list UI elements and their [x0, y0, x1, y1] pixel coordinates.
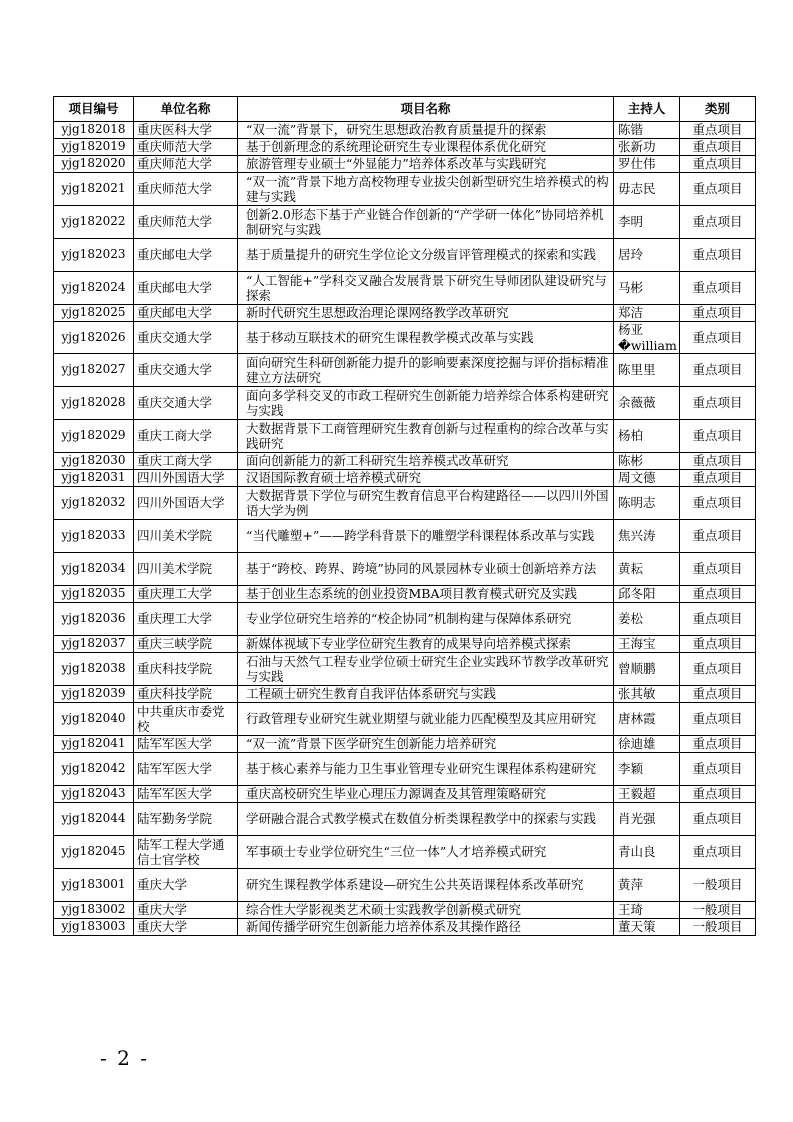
cell-unit-name: 重庆师范大学 [134, 139, 238, 156]
table-row [54, 919, 756, 936]
table-row [54, 553, 756, 586]
cell-project-code: yjg182024 [54, 272, 134, 305]
cell-unit-name: 中共重庆市委党校 [134, 703, 238, 736]
cell-host: 王海宝 [614, 636, 680, 653]
cell-category: 一般项目 [680, 902, 756, 919]
table-row [54, 139, 756, 156]
cell-category: 重点项目 [680, 803, 756, 836]
cell-category: 重点项目 [680, 156, 756, 173]
cell-host: 郑洁 [614, 305, 680, 322]
table-row [54, 239, 756, 272]
cell-category: 重点项目 [680, 387, 756, 420]
cell-project-code: yjg182045 [54, 836, 134, 869]
cell-host: 黄耘 [614, 553, 680, 586]
table-row [54, 470, 756, 487]
table-row [54, 420, 756, 453]
cell-project-code: yjg182022 [54, 206, 134, 239]
cell-project-code: yjg182025 [54, 305, 134, 322]
cell-category: 重点项目 [680, 753, 756, 786]
cell-host: 唐林霞 [614, 703, 680, 736]
cell-category: 重点项目 [680, 736, 756, 753]
cell-project-name: 学研融合混合式教学模式在数值分析类课程教学中的探索与实践 [238, 803, 614, 836]
cell-project-code: yjg182032 [54, 487, 134, 520]
table-row [54, 603, 756, 636]
cell-category: 重点项目 [680, 487, 756, 520]
cell-project-code: yjg182031 [54, 470, 134, 487]
cell-unit-name: 重庆工商大学 [134, 420, 238, 453]
cell-host: 毋志民 [614, 173, 680, 206]
table-header-row [54, 97, 756, 122]
page-number: - 2 - [100, 1046, 149, 1070]
cell-unit-name: 陆军军医大学 [134, 753, 238, 786]
cell-project-name: 基于创新理念的系统理论研究生专业课程体系优化研究 [238, 139, 614, 156]
cell-host: 董天策 [614, 919, 680, 936]
cell-host: 李颖 [614, 753, 680, 786]
table-row [54, 206, 756, 239]
cell-project-name: 大数据背景下学位与研究生教育信息平台构建路径——以四川外国语大学为例 [238, 487, 614, 520]
cell-unit-name: 重庆大学 [134, 919, 238, 936]
cell-project-name: 面向多学科交叉的市政工程研究生创新能力培养综合体系构建研究与实践 [238, 387, 614, 420]
cell-category: 一般项目 [680, 869, 756, 902]
cell-category: 重点项目 [680, 586, 756, 603]
cell-host: 陈彬 [614, 453, 680, 470]
table-row [54, 272, 756, 305]
cell-unit-name: 重庆邮电大学 [134, 305, 238, 322]
cell-category: 一般项目 [680, 919, 756, 936]
cell-unit-name: 重庆交通大学 [134, 387, 238, 420]
cell-project-name: 新闻传播学研究生创新能力培养体系及其操作路径 [238, 919, 614, 936]
cell-host: 姜松 [614, 603, 680, 636]
cell-unit-name: 重庆师范大学 [134, 206, 238, 239]
cell-project-code: yjg182019 [54, 139, 134, 156]
cell-project-name: “当代雕塑+”——跨学科背景下的雕塑学科课程体系改革与实践 [238, 520, 614, 553]
table-row [54, 586, 756, 603]
cell-project-code: yjg182041 [54, 736, 134, 753]
cell-category: 重点项目 [680, 686, 756, 703]
cell-project-name: “双一流”背景下医学研究生创新能力培养研究 [238, 736, 614, 753]
table-row [54, 803, 756, 836]
cell-project-name: 旅游管理专业硕士“外显能力”培养体系改革与实践研究 [238, 156, 614, 173]
cell-host: 陈里里 [614, 354, 680, 387]
cell-host: 徐迪雄 [614, 736, 680, 753]
cell-project-name: “双一流”背景下地方高校物理专业拔尖创新型研究生培养模式的构建与实践 [238, 173, 614, 206]
cell-category: 重点项目 [680, 272, 756, 305]
table-row [54, 736, 756, 753]
cell-project-code: yjg182030 [54, 453, 134, 470]
cell-category: 重点项目 [680, 122, 756, 139]
cell-host: 张其敏 [614, 686, 680, 703]
cell-category: 重点项目 [680, 703, 756, 736]
cell-host: 张新功 [614, 139, 680, 156]
cell-unit-name: 重庆邮电大学 [134, 272, 238, 305]
cell-project-code: yjg182036 [54, 603, 134, 636]
cell-project-name: 创新2.0形态下基于产业链合作创新的“产学研一体化”协同培养机制研究与实践 [238, 206, 614, 239]
cell-host: 邱冬阳 [614, 586, 680, 603]
cell-unit-name: 四川外国语大学 [134, 487, 238, 520]
cell-category: 重点项目 [680, 836, 756, 869]
cell-category: 重点项目 [680, 139, 756, 156]
cell-project-name: 新媒体视域下专业学位研究生教育的成果导向培养模式探索 [238, 636, 614, 653]
cell-host: 陈锴 [614, 122, 680, 139]
cell-category: 重点项目 [680, 173, 756, 206]
cell-project-name: 基于“跨校、跨界、跨境”协同的风景园林专业硕士创新培养方法 [238, 553, 614, 586]
cell-project-code: yjg182021 [54, 173, 134, 206]
cell-project-code: yjg182023 [54, 239, 134, 272]
cell-category: 重点项目 [680, 553, 756, 586]
cell-project-name: 石油与天然气工程专业学位硕士研究生企业实践环节教学改革研究与实践 [238, 653, 614, 686]
cell-project-name: 工程硕士研究生教育自我评估体系研究与实践 [238, 686, 614, 703]
cell-project-code: yjg182029 [54, 420, 134, 453]
project-table-container [53, 96, 755, 936]
table-row [54, 354, 756, 387]
cell-project-code: yjg182037 [54, 636, 134, 653]
cell-host: 余薇薇 [614, 387, 680, 420]
cell-host: 周文德 [614, 470, 680, 487]
cell-host: 王琦 [614, 902, 680, 919]
cell-host: 杨亚�william [614, 322, 680, 354]
cell-category: 重点项目 [680, 520, 756, 553]
table-row [54, 305, 756, 322]
cell-project-code: yjg182018 [54, 122, 134, 139]
project-table [53, 96, 756, 936]
cell-project-name: 行政管理专业研究生就业期望与就业能力匹配模型及其应用研究 [238, 703, 614, 736]
cell-unit-name: 重庆交通大学 [134, 322, 238, 354]
cell-host: 青山良 [614, 836, 680, 869]
cell-unit-name: 重庆邮电大学 [134, 239, 238, 272]
cell-category: 重点项目 [680, 322, 756, 354]
table-row [54, 653, 756, 686]
cell-category: 重点项目 [680, 420, 756, 453]
cell-host: 焦兴涛 [614, 520, 680, 553]
cell-project-name: “双一流”背景下，研究生思想政治教育质量提升的探索 [238, 122, 614, 139]
cell-unit-name: 陆军工程大学通信士官学校 [134, 836, 238, 869]
table-row [54, 902, 756, 919]
cell-project-code: yjg183002 [54, 902, 134, 919]
cell-unit-name: 重庆工商大学 [134, 453, 238, 470]
table-row [54, 703, 756, 736]
cell-host: 马彬 [614, 272, 680, 305]
cell-project-name: 重庆高校研究生毕业心理压力源调查及其管理策略研究 [238, 786, 614, 803]
cell-unit-name: 重庆理工大学 [134, 586, 238, 603]
cell-project-code: yjg182038 [54, 653, 134, 686]
cell-host: 陈明志 [614, 487, 680, 520]
table-row [54, 122, 756, 139]
cell-project-code: yjg182027 [54, 354, 134, 387]
header-unit-name: 单位名称 [134, 97, 238, 122]
cell-project-name: 军事硕士专业学位研究生“三位一体”人才培养模式研究 [238, 836, 614, 869]
cell-category: 重点项目 [680, 239, 756, 272]
cell-project-code: yjg182034 [54, 553, 134, 586]
cell-project-code: yjg182020 [54, 156, 134, 173]
cell-unit-name: 重庆大学 [134, 869, 238, 902]
cell-project-name: 基于核心素养与能力卫生事业管理专业研究生课程体系构建研究 [238, 753, 614, 786]
cell-project-code: yjg182043 [54, 786, 134, 803]
cell-project-name: 基于移动互联技术的研究生课程教学模式改革与实践 [238, 322, 614, 354]
cell-host: 曾顺鹏 [614, 653, 680, 686]
cell-unit-name: 陆军勤务学院 [134, 803, 238, 836]
cell-host: 居玲 [614, 239, 680, 272]
cell-project-code: yjg183001 [54, 869, 134, 902]
cell-unit-name: 重庆师范大学 [134, 156, 238, 173]
cell-host: 杨柏 [614, 420, 680, 453]
cell-project-name: 汉语国际教育硕士培养模式研究 [238, 470, 614, 487]
cell-unit-name: 重庆理工大学 [134, 603, 238, 636]
cell-category: 重点项目 [680, 786, 756, 803]
cell-project-name: “人工智能+”学科交叉融合发展背景下研究生导师团队建设研究与探索 [238, 272, 614, 305]
cell-project-code: yjg183003 [54, 919, 134, 936]
header-project-code: 项目编号 [54, 97, 134, 122]
cell-unit-name: 重庆科技学院 [134, 653, 238, 686]
cell-category: 重点项目 [680, 206, 756, 239]
table-row [54, 322, 756, 354]
cell-unit-name: 四川美术学院 [134, 553, 238, 586]
header-host: 主持人 [614, 97, 680, 122]
cell-host: 黄萍 [614, 869, 680, 902]
cell-category: 重点项目 [680, 453, 756, 470]
cell-project-name: 基于质量提升的研究生学位论文分级盲评管理模式的探索和实践 [238, 239, 614, 272]
cell-project-name: 基于创业生态系统的创业投资MBA项目教育模式研究及实践 [238, 586, 614, 603]
cell-unit-name: 重庆交通大学 [134, 354, 238, 387]
cell-unit-name: 四川外国语大学 [134, 470, 238, 487]
cell-category: 重点项目 [680, 653, 756, 686]
header-project-name: 项目名称 [238, 97, 614, 122]
cell-host: 罗仕伟 [614, 156, 680, 173]
table-row [54, 173, 756, 206]
cell-unit-name: 重庆科技学院 [134, 686, 238, 703]
cell-host: 李明 [614, 206, 680, 239]
cell-unit-name: 重庆师范大学 [134, 173, 238, 206]
cell-project-code: yjg182039 [54, 686, 134, 703]
cell-project-name: 研究生课程教学体系建设—研究生公共英语课程体系改革研究 [238, 869, 614, 902]
cell-project-name: 面向创新能力的新工科研究生培养模式改革研究 [238, 453, 614, 470]
cell-unit-name: 四川美术学院 [134, 520, 238, 553]
cell-project-name: 专业学位研究生培养的“校企协同”机制构建与保障体系研究 [238, 603, 614, 636]
cell-unit-name: 重庆医科大学 [134, 122, 238, 139]
cell-project-code: yjg182035 [54, 586, 134, 603]
cell-host: 肖光强 [614, 803, 680, 836]
cell-project-code: yjg182026 [54, 322, 134, 354]
cell-category: 重点项目 [680, 603, 756, 636]
cell-project-code: yjg182042 [54, 753, 134, 786]
header-category: 类别 [680, 97, 756, 122]
table-row [54, 786, 756, 803]
table-row [54, 869, 756, 902]
table-body [54, 122, 756, 936]
cell-unit-name: 陆军军医大学 [134, 786, 238, 803]
cell-category: 重点项目 [680, 470, 756, 487]
cell-category: 重点项目 [680, 305, 756, 322]
table-row [54, 686, 756, 703]
cell-host: 王毅超 [614, 786, 680, 803]
cell-unit-name: 重庆大学 [134, 902, 238, 919]
cell-project-code: yjg182044 [54, 803, 134, 836]
cell-project-name: 新时代研究生思想政治理论课网络教学改革研究 [238, 305, 614, 322]
table-row [54, 453, 756, 470]
cell-unit-name: 重庆三峡学院 [134, 636, 238, 653]
cell-project-name: 大数据背景下工商管理研究生教育创新与过程重构的综合改革与实践研究 [238, 420, 614, 453]
table-row [54, 753, 756, 786]
table-row [54, 520, 756, 553]
table-row [54, 636, 756, 653]
table-row [54, 156, 756, 173]
cell-unit-name: 陆军军医大学 [134, 736, 238, 753]
cell-category: 重点项目 [680, 354, 756, 387]
cell-project-code: yjg182028 [54, 387, 134, 420]
table-row [54, 487, 756, 520]
table-row [54, 836, 756, 869]
table-row [54, 387, 756, 420]
cell-project-code: yjg182033 [54, 520, 134, 553]
cell-project-code: yjg182040 [54, 703, 134, 736]
cell-category: 重点项目 [680, 636, 756, 653]
cell-project-name: 综合性大学影视类艺术硕士实践教学创新模式研究 [238, 902, 614, 919]
cell-project-name: 面向研究生科研创新能力提升的影响要素深度挖掘与评价指标精准建立方法研究 [238, 354, 614, 387]
